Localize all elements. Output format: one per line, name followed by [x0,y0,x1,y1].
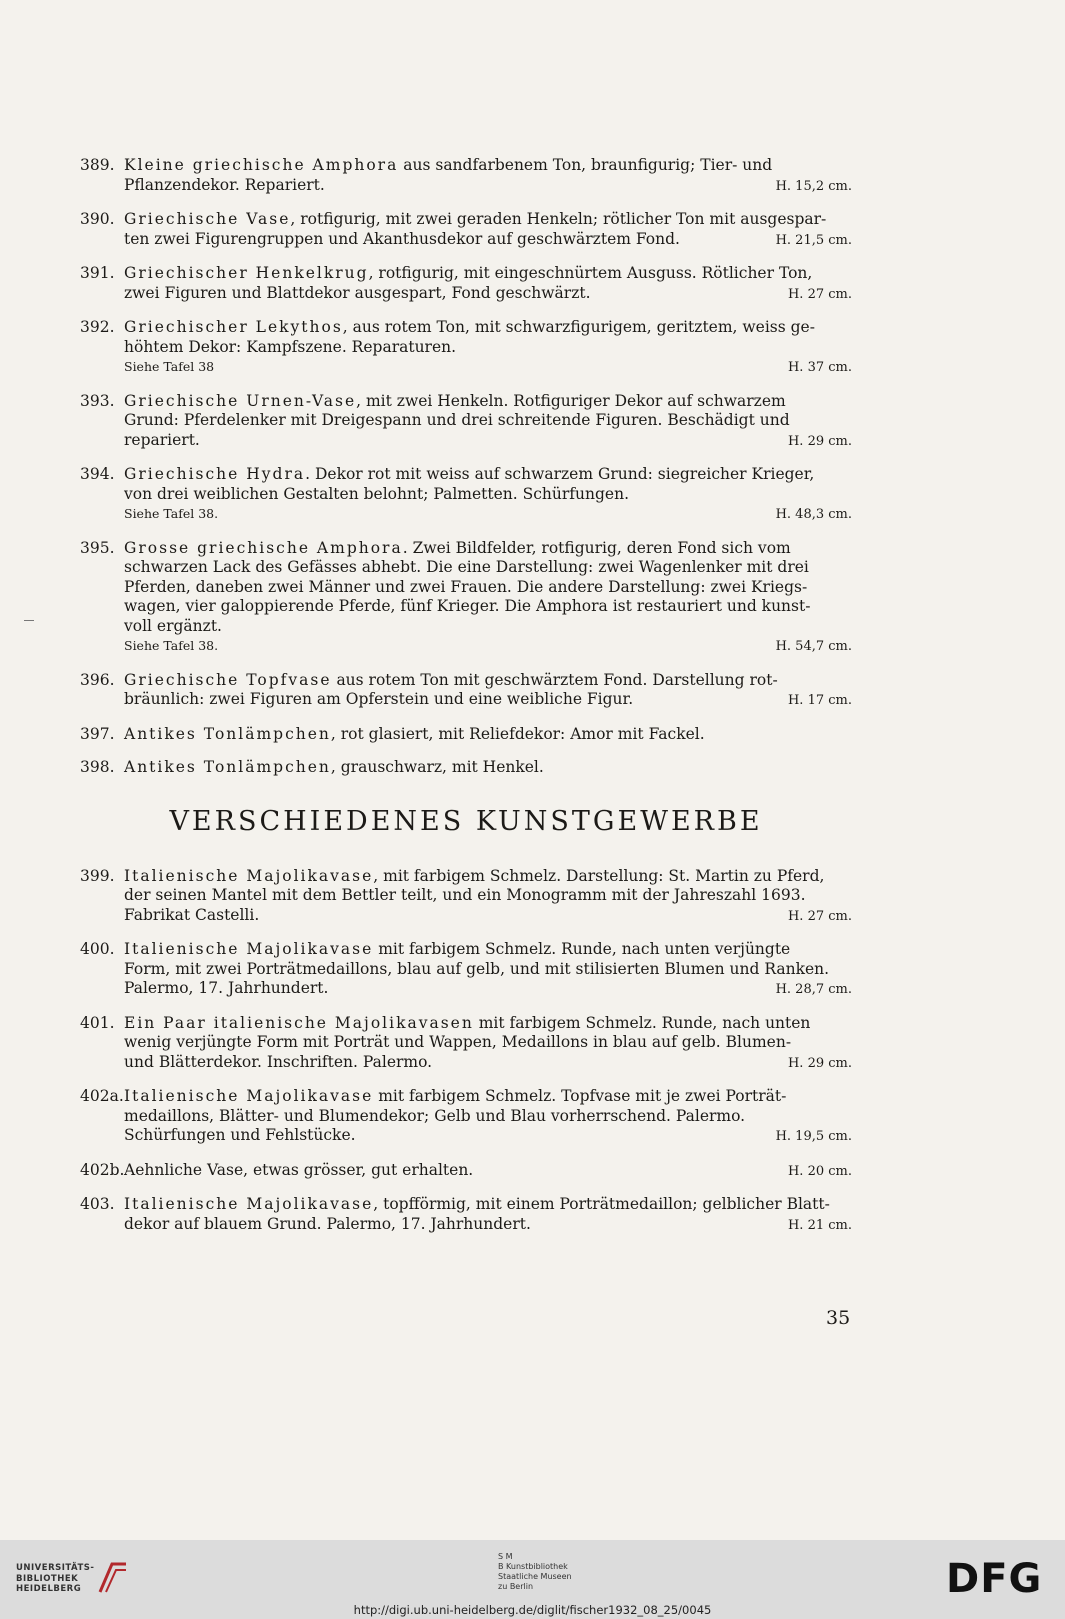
catalog-entry [80,725,852,745]
entry-first-line [124,392,852,412]
catalog-entry [80,940,852,1000]
entry-first-text [124,867,824,885]
catalog-entry [80,671,852,711]
entry-line: Form, mit zwei Porträtmedaillons, blau auf gelb, und mit stilisierten Blumen und Ranken. [124,959,830,978]
catalog-entry [80,1014,852,1074]
entry-number: 398. [80,758,115,776]
entry-number: 390. [80,210,115,228]
entry-line: Pferden, daneben zwei Männer und zwei Frauen. Die andere Darstellung: zwei Kriegs- [124,577,808,596]
entry-text: aus sandfarbenem Ton, braunfigurig; Tier- und [398,156,773,174]
plate-reference: Siehe Tafel 38 [124,359,215,374]
entry-first-text [124,758,544,776]
entry-title: Griechische Topfvase [124,670,332,689]
entry-text: . Dekor rot mit weiss auf schwarzem Grund: siegreicher Krieger, [305,465,815,483]
entry-text: mit farbigem Schmelz. Topfvase mit je zwei Porträt- [373,1087,787,1105]
university-logo-icon [98,1560,128,1594]
catalog-entry [80,156,852,196]
entry-text: , mit zwei Henkeln. Rotfiguriger Dekor auf schwarzem [356,391,786,410]
entry-last-line [124,230,852,251]
entry-text: Aehnliche Vase, etwas grösser, gut erhalten. [124,1160,474,1179]
entry-text: , aus rotem Ton, mit schwarzfigurigem, geritztem, weiss ge- [342,318,815,336]
entry-last-line [124,690,852,711]
catalog-entry [80,264,852,304]
entry-first-line [124,1195,852,1215]
entry-title: Ein Paar italienische Majolikavasen [124,1013,474,1032]
entry-first-line [124,539,852,559]
entry-number: 389. [80,156,115,174]
kunstbibliothek-logo[interactable]: S M B Kunstbibliothek Staatliche Museen zu Berlin [498,1552,572,1591]
entry-title: Italienische Majolikavase [124,940,374,958]
entry-title: Italienische Majolikavase [124,1087,374,1105]
entry-last-line [124,636,852,657]
entry-line: medaillons, Blätter- und Blumendekor; Gelb und Blau vorherrschend. Palermo. [124,1106,746,1125]
entry-last-text: bräunlich: zwei Figuren am Opferstein und eine weibliche Figur. [124,690,634,708]
entry-first-line [124,1087,852,1107]
catalog-list [80,156,852,1249]
viewer-footer [0,1540,1065,1619]
catalog-entry [80,392,852,452]
page-number: 35 [826,1307,851,1329]
entry-last-line [124,431,852,452]
entry-first-line [124,725,852,745]
entry-text: , rotfigurig, mit zwei geraden Henkeln; rötlicher Ton mit ausgespar- [290,210,827,228]
entry-first-text [124,1161,473,1181]
entry-number: 400. [80,940,115,958]
entry-height: H. 19,5 cm. [775,1129,852,1144]
entry-first-text [124,940,790,958]
entry-height: H. 21,5 cm. [775,232,852,248]
entry-height: H. 37 cm. [787,360,852,375]
entry-first-line [124,671,852,691]
entry-line: voll ergänzt. [124,616,222,635]
entry-title: Griechischer Henkelkrug [124,264,369,282]
entry-last-line [124,979,852,1000]
catalog-entry [80,1161,852,1182]
entry-last-text: und Blätterdekor. Inschriften. Palermo. [124,1052,433,1071]
entry-first-text [124,1195,830,1213]
entry-first-text [124,210,826,228]
entry-number: 403. [80,1195,115,1213]
entry-line: der seinen Mantel mit dem Bettler teilt, und ein Monogramm mit der Jahreszahl 1693. [124,886,806,904]
entry-first-line [124,156,852,176]
entry-title: Griechische Vase [124,210,291,228]
entry-title: Grosse griechische Amphora [124,538,403,557]
plate-reference: Siehe Tafel 38. [124,506,219,521]
entry-last-line [124,1215,852,1236]
entry-text: mit farbigem Schmelz. Runde, nach unten verjüngte [373,940,791,958]
entry-last-text: Palermo, 17. Jahrhundert. [124,979,329,997]
entry-last-text: Schürfungen und Fehlstücke. [124,1126,356,1144]
entry-first-line [124,940,852,960]
entry-line: höhtem Dekor: Kampfszene. Reparaturen. [124,337,457,356]
entry-first-text [124,465,814,483]
entry-last-line [124,504,852,525]
entry-last-text: ten zwei Figurengruppen und Akanthusdekor auf geschwärztem Fond. [124,229,680,248]
entry-first-text [124,1087,786,1105]
entry-first-text [124,725,705,743]
catalog-entry [80,539,852,657]
dfg-logo[interactable]: DFG [946,1556,1043,1602]
entry-last-text: Fabrikat Castelli. [124,905,260,924]
entry-height: H. 27 cm. [787,286,852,302]
catalog-entry [80,318,852,378]
plate-reference: Siehe Tafel 38. [124,638,219,653]
entry-first-text [124,264,812,282]
entry-title: Kleine griechische Amphora [124,156,399,174]
entry-text: , topfförmig, mit einem Porträtmedaillon; gelblicher Blatt- [373,1195,830,1213]
entry-number: 399. [80,866,115,885]
catalog-entry [80,758,852,778]
catalog-entry [80,210,852,250]
catalog-entry [80,465,852,525]
entry-line: Grund: Pferdelenker mit Dreigespann und drei schreitende Figuren. Beschädigt und [124,411,790,429]
entry-first-line [124,758,852,778]
entry-last-text: repariert. [124,430,200,449]
entry-last-text: dekor auf blauem Grund. Palermo, 17. Jahrhundert. [124,1214,531,1233]
entry-title: Griechische Urnen-Vase [124,391,357,410]
entry-text: aus rotem Ton mit geschwärztem Fond. Darstellung rot- [331,670,778,689]
entry-last-text: Pflanzendekor. Repariert. [124,175,325,194]
entry-line: von drei weiblichen Gestalten belohnt; Palmetten. Schürfungen. [124,484,629,503]
entries-before-heading [80,156,852,778]
entry-title: Griechischer Lekythos [124,318,343,336]
entry-first-text [124,392,786,410]
entry-first-line [124,867,852,887]
entry-number: 393. [80,391,115,410]
entry-last-line [124,906,852,927]
entry-text: , rot glasiert, mit Reliefdekor: Amor mit Fackel. [330,724,705,743]
entry-height: H. 20 cm. [787,1163,852,1179]
entry-title: Italienische Majolikavase [124,1195,374,1213]
entry-line: wenig verjüngte Form mit Porträt und Wappen, Medaillons in blau auf gelb. Blumen- [124,1033,792,1051]
entry-last-line [124,1126,852,1147]
entry-last-line [124,284,852,305]
entry-line: wagen, vier galoppierende Pferde, fünf Krieger. Die Amphora ist restauriert und kunst- [124,597,811,615]
entry-text: mit farbigem Schmelz. Runde, nach unten [473,1013,811,1032]
page-url[interactable]: http://digi.ub.uni-heidelberg.de/diglit/fischer1932_08_25/0045 [353,1603,712,1617]
university-library-logo[interactable]: UNIVERSITÄTS- BIBLIOTHEK HEIDELBERG [16,1563,95,1594]
entry-text: , grauschwarz, mit Henkel. [330,758,544,776]
entry-title: Griechische Hydra [124,465,306,483]
entry-first-text [124,156,772,174]
entry-number: 396. [80,670,115,689]
section-heading: VERSCHIEDENES KUNSTGEWERBE [169,805,763,837]
entry-line: schwarzen Lack des Gefässes abhebt. Die eine Darstellung: zwei Wagenlenker mit drei [124,558,809,576]
entry-height: H. 21 cm. [787,1217,852,1233]
entry-last-line [124,1053,852,1074]
entry-first-text [124,539,791,557]
entry-first-line [124,264,852,284]
entry-first-text [124,671,778,689]
entry-number: 401. [80,1013,115,1032]
entry-first-line [124,465,852,485]
entry-text: , rotfigurig, mit eingeschnürtem Ausguss. Rötlicher Ton, [368,264,813,282]
entry-number: 402a. [80,1087,124,1105]
entry-first-text [124,1014,810,1032]
entry-last-text: zwei Figuren und Blattdekor ausgespart, Fond geschwärzt. [124,283,591,302]
entry-height: H. 48,3 cm. [775,507,852,522]
entry-number: 402b. [80,1160,125,1179]
entry-text: . Zwei Bildfelder, rotfigurig, deren Fond sich vom [402,538,791,557]
entry-number: 395. [80,538,115,557]
entry-height: H. 54,7 cm. [775,639,852,654]
catalog-entry [80,1195,852,1235]
entry-number: 392. [80,318,115,336]
entry-height: H. 27 cm. [787,908,852,924]
entry-number: 397. [80,724,115,743]
entry-height: H. 17 cm. [787,693,852,708]
entry-last-line [124,176,852,197]
entry-last-line [124,357,852,378]
entry-first-line [124,210,852,230]
entry-first-line [124,318,852,338]
entry-title: Antikes Tonlämpchen [124,758,331,776]
entry-first-line [124,1014,852,1034]
entry-first-line [124,1161,852,1182]
catalog-entry [80,1087,852,1147]
catalog-entry [80,867,852,927]
entry-title: Antikes Tonlämpchen [124,724,331,743]
entry-height: H. 15,2 cm. [775,178,852,194]
entry-number: 394. [80,465,115,483]
entry-height: H. 28,7 cm. [775,982,852,997]
entry-height: H. 29 cm. [787,433,852,449]
entries-after-heading [80,867,852,1236]
entry-title: Italienische Majolikavase [124,866,374,885]
entry-height: H. 29 cm. [787,1055,852,1071]
entry-first-text [124,318,815,336]
entry-text: , mit farbigem Schmelz. Darstellung: St. Martin zu Pferd, [373,866,825,885]
entry-number: 391. [80,264,115,282]
margin-mark [24,620,34,621]
